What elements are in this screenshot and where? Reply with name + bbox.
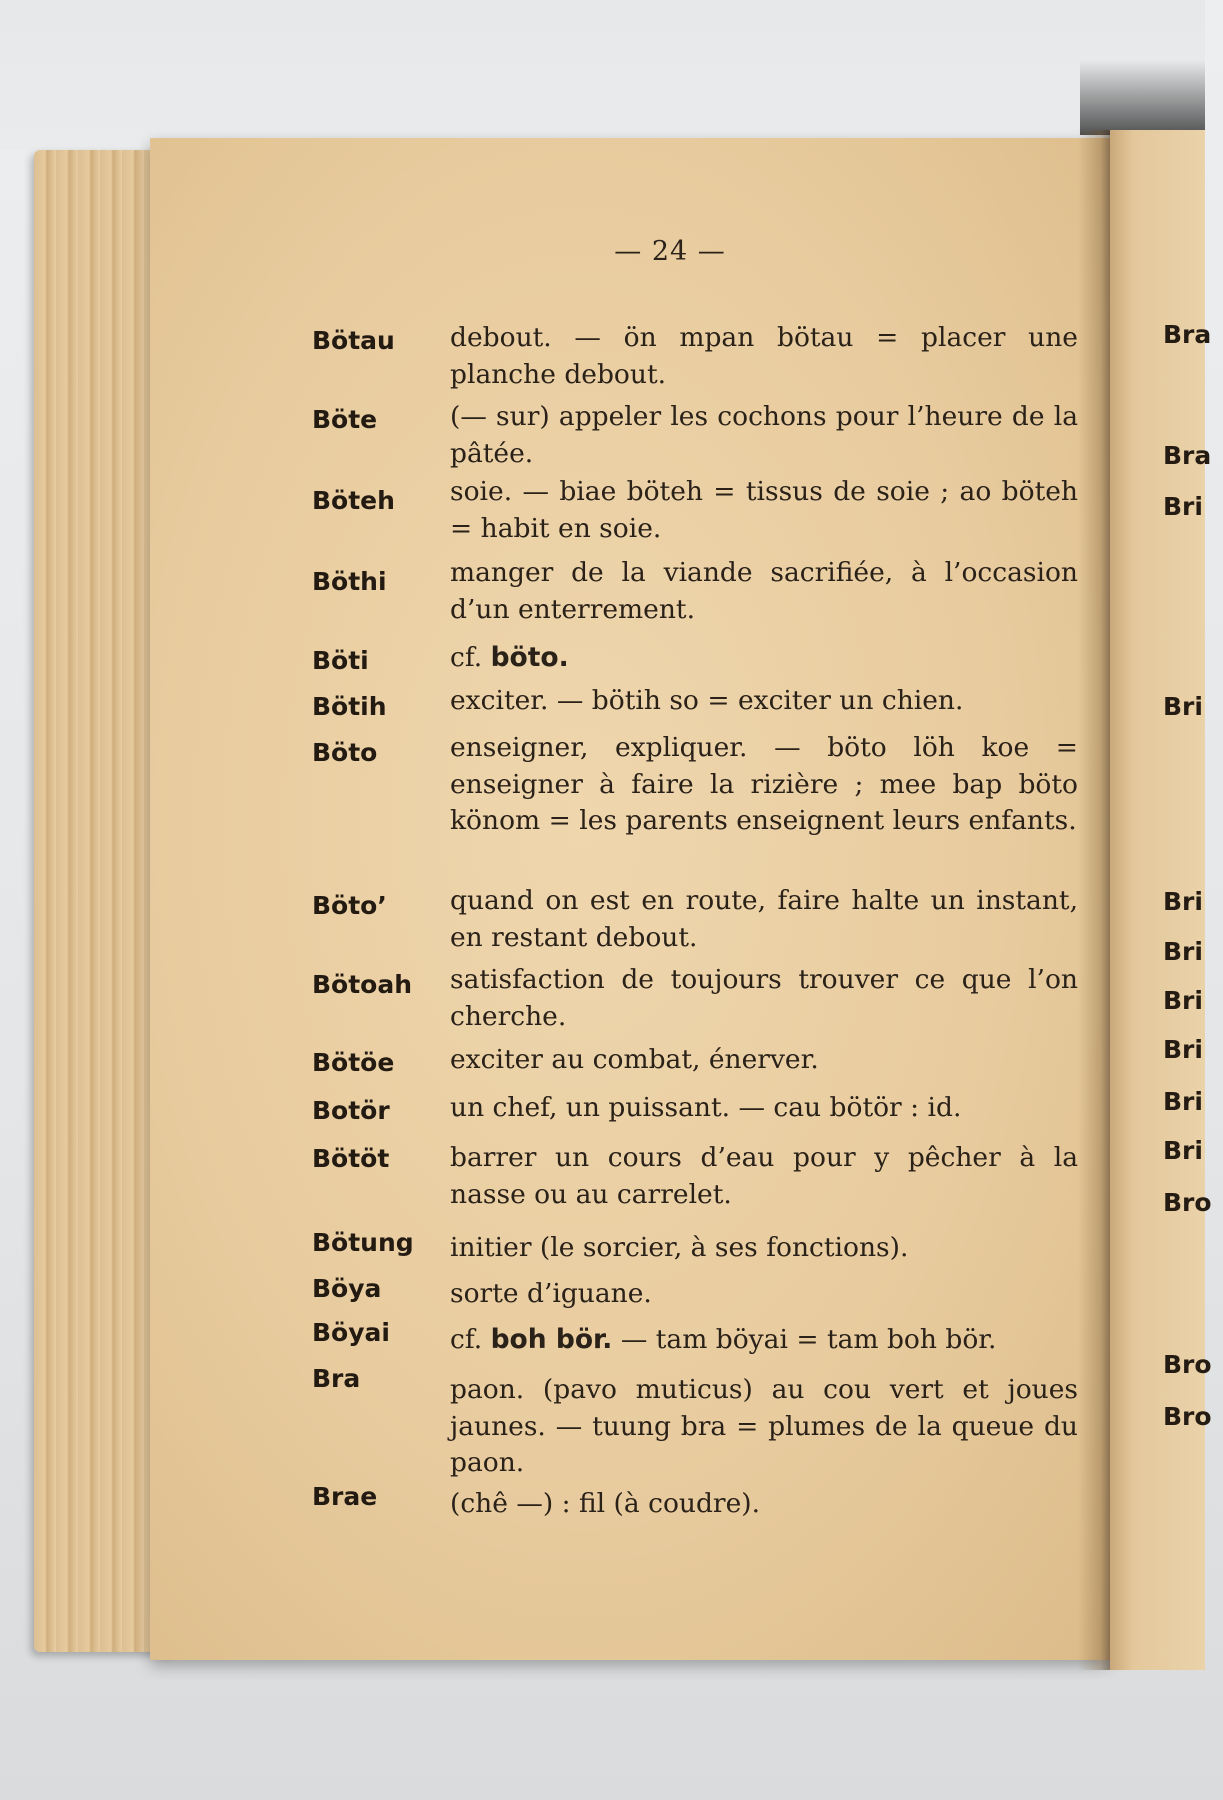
headword: Brae	[312, 1482, 378, 1511]
next-page-headword: Bro	[1163, 1188, 1212, 1217]
definition-suffix: — tam böyai = tam boh bör.	[620, 1324, 997, 1355]
definition: exciter au combat, énerver.	[450, 1044, 819, 1075]
next-page-headword: Bri	[1163, 887, 1203, 916]
headword: Bötung	[312, 1228, 414, 1257]
page-number: — 24 —	[614, 236, 726, 267]
next-page-headword: Bri	[1163, 1035, 1203, 1064]
definition-prefix: cf.	[450, 642, 483, 673]
definition: (chê —) : fil (à coudre).	[450, 1488, 761, 1519]
headword: Böto’	[312, 891, 387, 920]
definition: soie. — biae böteh = tissus de soie ; ao böteh = habit en soie.	[450, 476, 1078, 544]
headword: Böya	[312, 1274, 382, 1303]
next-page-headword: Bri	[1163, 492, 1203, 521]
definition: (— sur) appeler les cochons pour l’heure de la pâtée.	[450, 401, 1078, 469]
next-page-headword: Bro	[1163, 1350, 1212, 1379]
definition-prefix: cf.	[450, 1324, 483, 1355]
headword: Böyai	[312, 1318, 390, 1347]
next-page-headword: Bri	[1163, 1087, 1203, 1116]
definition: enseigner, expliquer. — böto löh koe = enseigner à faire la rizière ; mee bap böto könom = les parents enseignent leurs enfants.	[450, 732, 1078, 836]
definition: debout. — ön mpan bötau = placer une planche debout.	[450, 322, 1078, 390]
headword: Bötoah	[312, 970, 413, 999]
headword: Böteh	[312, 486, 395, 515]
headword: Bötau	[312, 326, 395, 355]
next-page-headword: Bri	[1163, 986, 1203, 1015]
headword: Bötöt	[312, 1144, 390, 1173]
book-shadow	[1080, 60, 1205, 135]
definition: sorte d’iguane.	[450, 1278, 652, 1309]
headword: Bötöe	[312, 1048, 395, 1077]
definition: satisfaction de toujours trouver ce que l’on cherche.	[450, 964, 1078, 1032]
definition	[450, 640, 1078, 677]
definition: paon. (pavo muticus) au cou vert et joues jaunes. — tuung bra = plumes de la queue du paon.	[450, 1374, 1078, 1478]
definition: quand on est en route, faire halte un instant, en restant debout.	[450, 885, 1078, 953]
headword: Botör	[312, 1096, 390, 1125]
headword: Bötih	[312, 692, 387, 721]
cross-reference: boh bör.	[490, 1324, 613, 1355]
cross-reference: böto.	[490, 642, 569, 673]
next-page-headword: Bri	[1163, 937, 1203, 966]
next-page-headword: Bro	[1163, 1402, 1212, 1431]
definition	[450, 1322, 1078, 1359]
definition: un chef, un puissant. — cau bötör : id.	[450, 1092, 962, 1123]
definition: initier (le sorcier, à ses fonctions).	[450, 1232, 909, 1263]
headword: Bra	[312, 1364, 361, 1393]
headword: Böthi	[312, 567, 387, 596]
headword: Böti	[312, 646, 369, 675]
headword: Böto	[312, 738, 378, 767]
next-page-headword: Bri	[1163, 692, 1203, 721]
headword: Böte	[312, 405, 378, 434]
definition: exciter. — bötih so = exciter un chien.	[450, 685, 964, 716]
next-page-headword: Bri	[1163, 1136, 1203, 1165]
next-page-headword: Bra	[1163, 441, 1212, 470]
next-page-headword: Bra	[1163, 320, 1212, 349]
book-gutter	[1078, 130, 1110, 1670]
definition: manger de la viande sacrifiée, à l’occasion d’un enterrement.	[450, 557, 1078, 625]
background-top	[0, 0, 1205, 150]
definition: barrer un cours d’eau pour y pêcher à la nasse ou au carrelet.	[450, 1142, 1078, 1210]
